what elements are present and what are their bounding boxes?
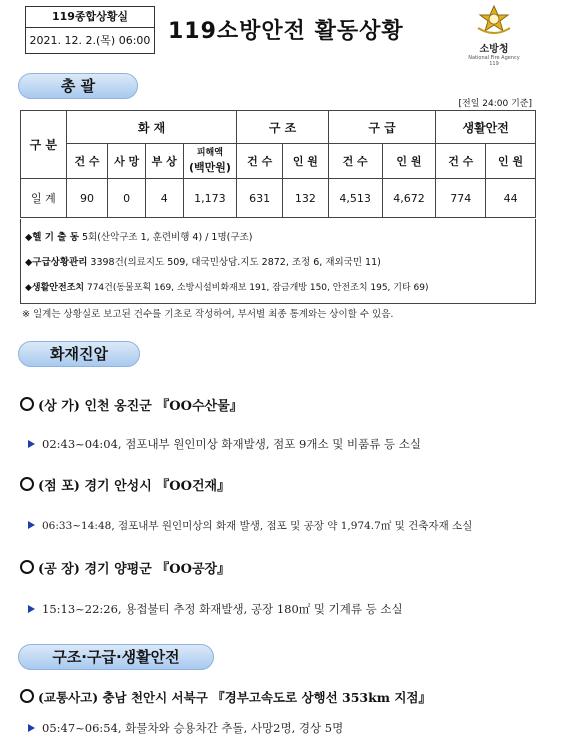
info-ems-management xyxy=(25,254,381,268)
fire-item-3-detail xyxy=(28,601,403,617)
office-name: 119종합상황실 xyxy=(26,7,154,28)
info-safety-actions xyxy=(25,280,429,293)
group-safety: 생활안전 xyxy=(436,111,536,144)
info-text: 3398건(의료지도 509, 대국민상담.지도 2872, 조정 6, 재외국민 11) xyxy=(90,257,381,268)
row-label: 일 계 xyxy=(21,179,67,218)
info-label: ◆헬 기 출 동 xyxy=(25,232,79,243)
circle-bullet-icon xyxy=(20,397,34,411)
table-cell: 774 xyxy=(436,179,486,218)
item-detail-text: 15:13~22:26, 용접불티 추정 화재발생, 공장 180㎡ 및 기계류 등 소실 xyxy=(42,602,403,616)
triangle-bullet-icon xyxy=(28,724,35,732)
table-cell: 1,173 xyxy=(183,179,237,218)
sub-header: 건 수 xyxy=(328,144,382,179)
sub-header: 인 원 xyxy=(283,144,329,179)
table-cell: 4,672 xyxy=(382,179,436,218)
table-cell: 0 xyxy=(108,179,146,218)
header-info-box xyxy=(25,6,155,54)
sub-header: 부 상 xyxy=(145,144,183,179)
sub-header: 건 수 xyxy=(237,144,283,179)
table-cell: 4,513 xyxy=(328,179,382,218)
sub-header: 건 수 xyxy=(436,144,486,179)
group-ems: 구 급 xyxy=(328,111,436,144)
triangle-bullet-icon xyxy=(28,440,35,448)
item-title-text: (상 가) 인천 옹진군 『OO수산물』 xyxy=(38,399,243,414)
summary-info-box xyxy=(20,219,536,304)
page-title: 119소방안전 활동상황 xyxy=(168,19,404,44)
item-title-text: (점 포) 경기 안성시 『OO건재』 xyxy=(38,479,231,494)
info-label: ◆생활안전조치 xyxy=(25,283,85,293)
circle-bullet-icon xyxy=(20,477,34,491)
fire-item-1-detail xyxy=(28,436,421,452)
item-detail-text: 05:47~06:54, 화물차와 승용차간 추돌, 사망2명, 경상 5명 xyxy=(42,721,344,735)
summary-table xyxy=(20,110,536,218)
table-cell: 631 xyxy=(237,179,283,218)
circle-bullet-icon xyxy=(20,560,34,574)
fire-item-1-title xyxy=(20,395,243,414)
emblem-icon xyxy=(474,4,514,38)
sub-header-damage xyxy=(183,144,237,179)
footnote: ※ 일계는 상황실로 보고된 건수를 기초로 작성하여, 부서별 최종 통계와는 상이할 수 있음. xyxy=(22,309,394,320)
category-header: 구 분 xyxy=(21,111,67,179)
sub-header: 건 수 xyxy=(66,144,108,179)
fire-heading: 화재진압 xyxy=(18,341,140,367)
logo-subtext: National Fire Agency 119 xyxy=(468,55,520,67)
triangle-bullet-icon xyxy=(28,521,35,529)
rescue-item-1-title xyxy=(20,688,431,706)
sub-header: 인 원 xyxy=(486,144,536,179)
agency-logo xyxy=(465,4,523,67)
table-cell: 44 xyxy=(486,179,536,218)
damage-unit: (백만원) xyxy=(188,160,231,174)
basis-note: [전일 24:00 기준] xyxy=(458,99,532,109)
report-date: 2021. 12. 2.(목) 06:00 xyxy=(29,34,151,47)
sub-header: 사 망 xyxy=(108,144,146,179)
sub-header: 인 원 xyxy=(382,144,436,179)
triangle-bullet-icon xyxy=(28,605,35,613)
item-detail-text: 06:33~14:48, 점포내부 원인미상의 화재 발생, 점포 및 공장 약 1,974.7㎡ 및 건축자재 소실 xyxy=(42,520,473,532)
item-detail-text: 02:43~04:04, 점포내부 원인미상 화재발생, 점포 9개소 및 비품류 등 소실 xyxy=(42,437,421,451)
circle-bullet-icon xyxy=(20,689,34,703)
group-fire: 화 재 xyxy=(66,111,237,144)
rescue-item-1-detail xyxy=(28,720,343,736)
item-title-text: (교통사고) 충남 천안시 서북구 『경부고속도로 상행선 353km 지점』 xyxy=(38,690,431,705)
table-cell: 90 xyxy=(66,179,108,218)
table-cell: 132 xyxy=(283,179,329,218)
item-title-text: (공 장) 경기 양평군 『OO공장』 xyxy=(38,562,231,577)
info-label: ◆구급상황관리 xyxy=(25,257,88,268)
rescue-heading: 구조·구급·생활안전 xyxy=(18,644,214,670)
fire-item-2-title xyxy=(20,475,230,494)
info-text: 5회(산악구조 1, 훈련비행 4) / 1명(구조) xyxy=(81,232,253,243)
group-rescue: 구 조 xyxy=(237,111,328,144)
logo-text: 소방청 xyxy=(479,44,509,55)
table-cell: 4 xyxy=(145,179,183,218)
damage-label: 피해액 xyxy=(196,147,223,158)
fire-item-3-title xyxy=(20,558,230,577)
info-text: 774건(동물포획 169, 소방시설비화재보 191, 잠금개방 150, 안전조치 195, 기타 69) xyxy=(86,283,429,293)
info-helicopter xyxy=(25,229,252,243)
fire-item-2-detail xyxy=(28,518,472,533)
summary-heading: 총 괄 xyxy=(18,73,138,99)
